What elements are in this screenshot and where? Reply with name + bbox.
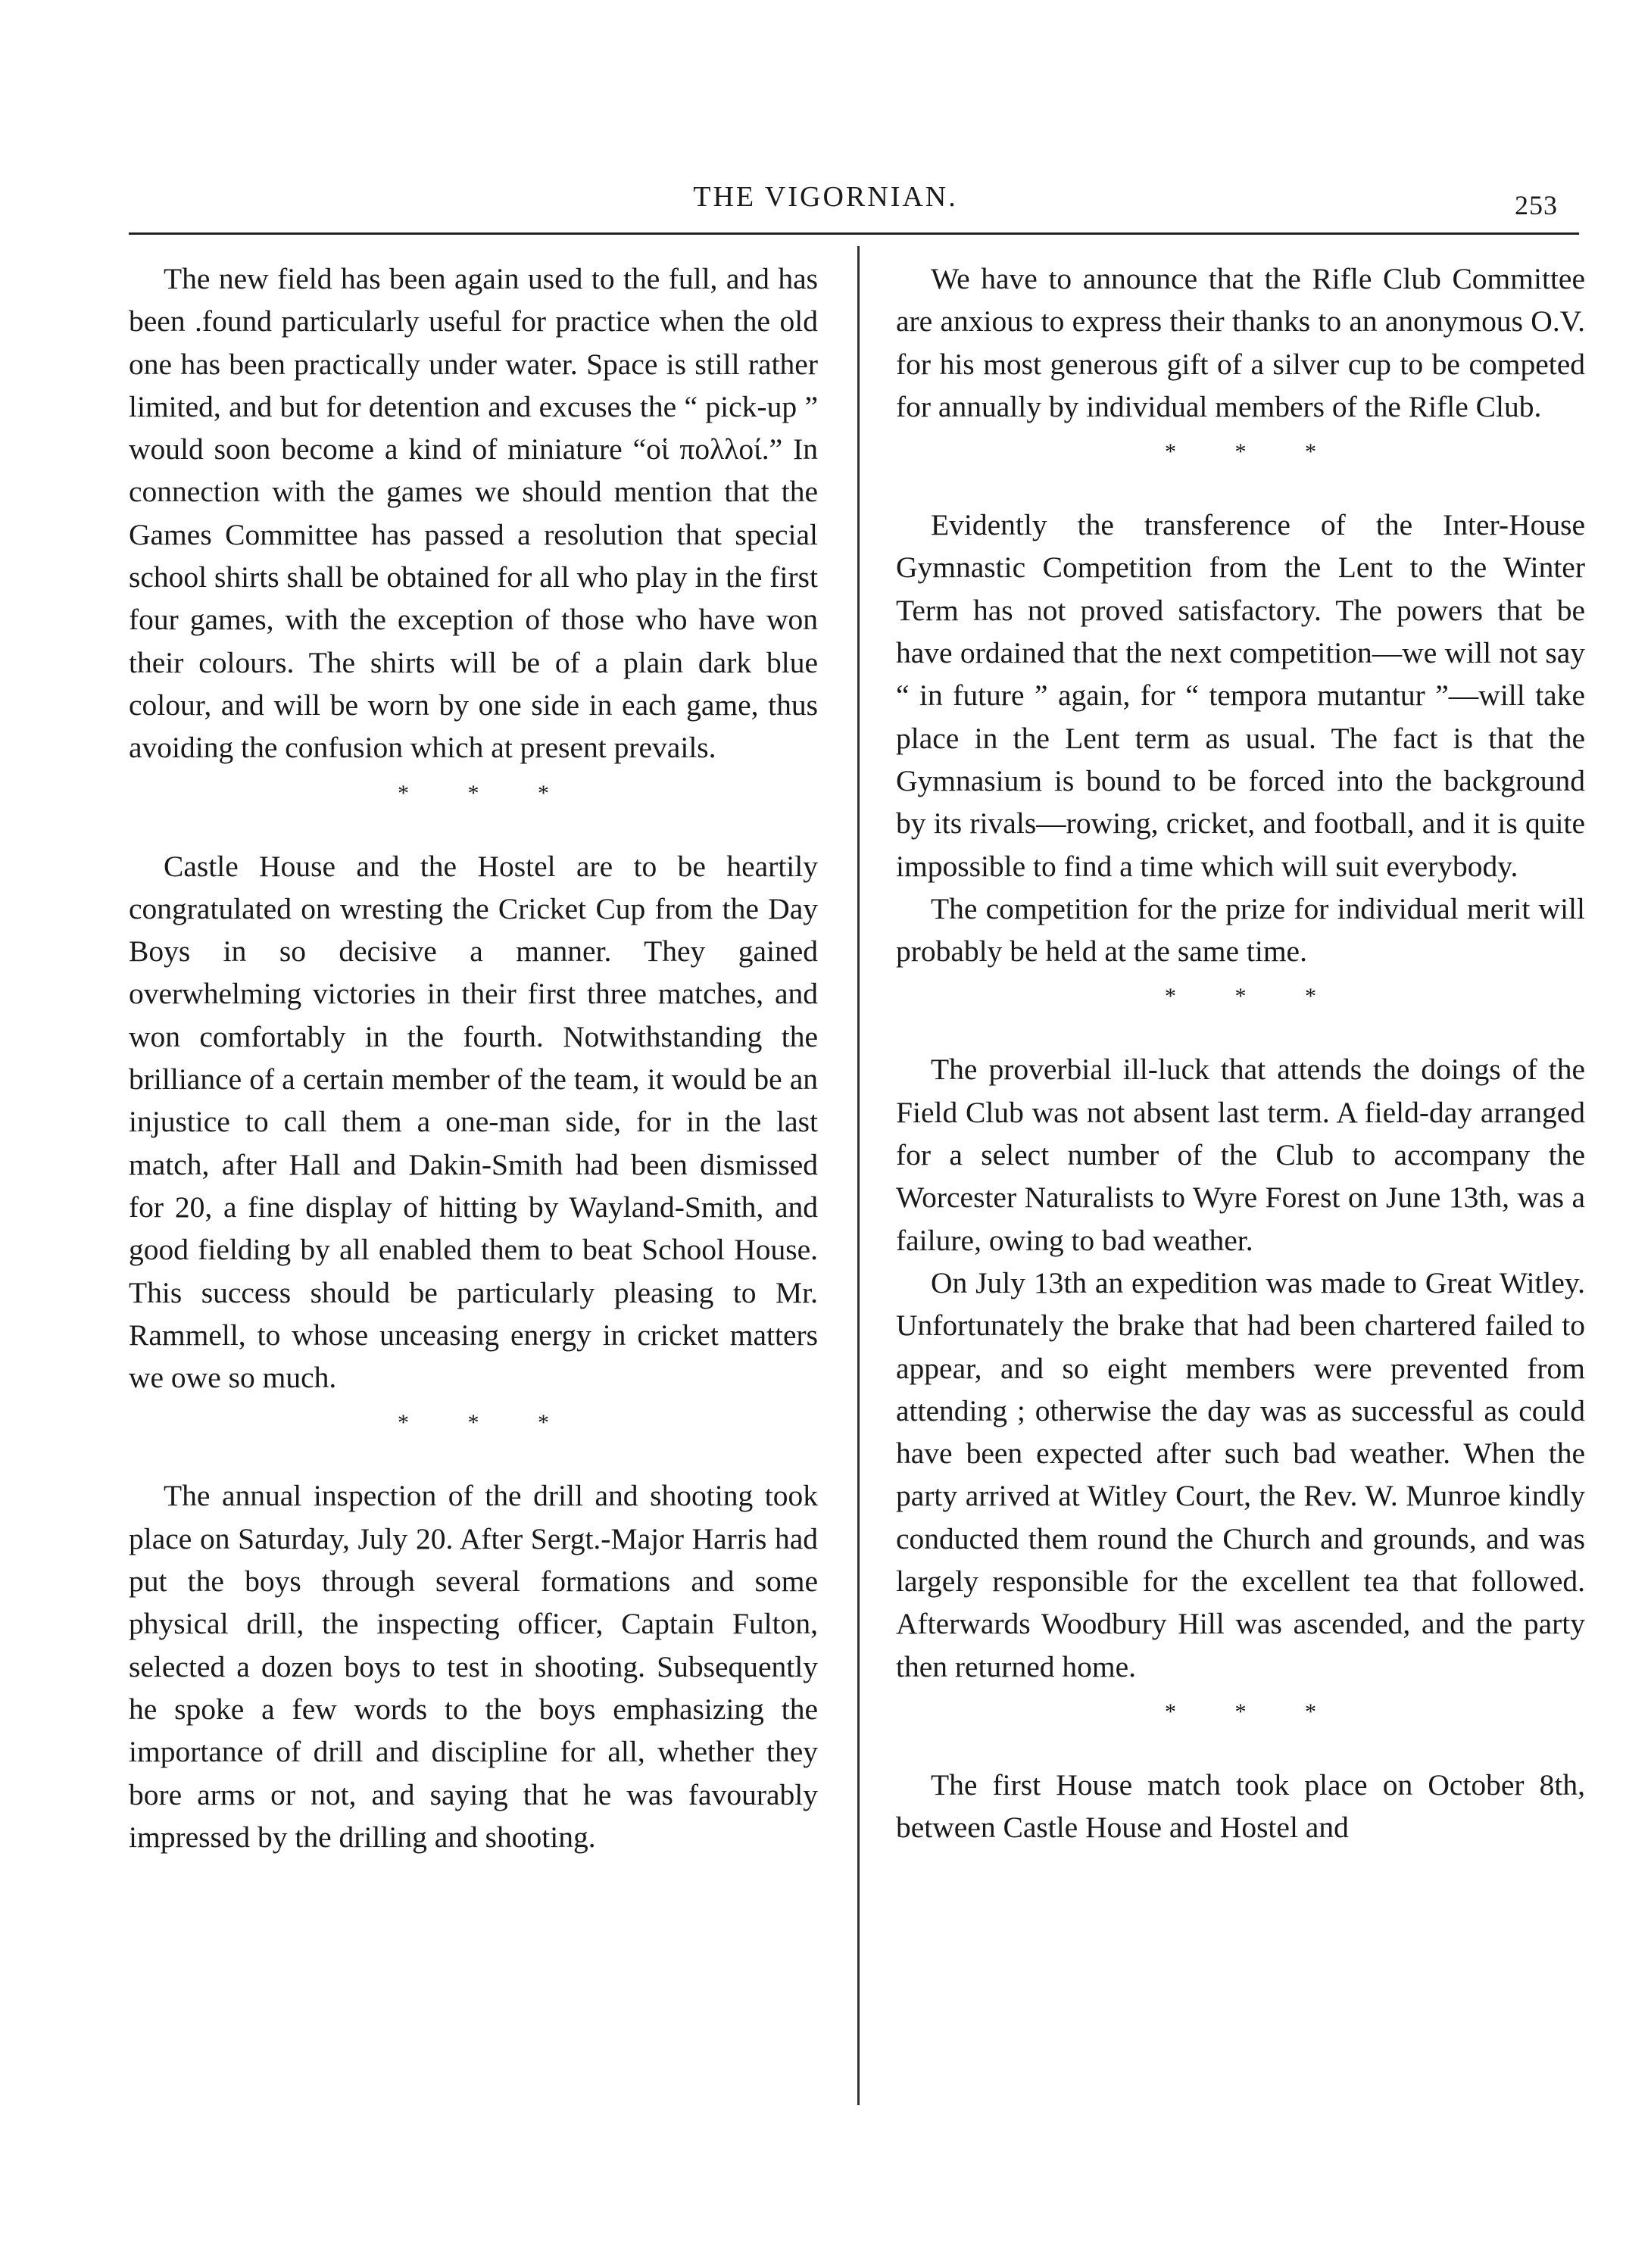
paragraph-cricket-cup: Castle House and the Hostel are to be heartily congratulated on wresting the Cricket Cup from the Day Boys in so decisive a manner. They gained overwhelming victories in their first three matches, and won comfortably in the fourth. Notwithstanding the brilliance of a certain member of the team, it would be an injustice to call them a one-man side, for in the last match, after Hall and Dakin-Smith had been dismissed for 20, a fine display of hitting by Wayland-Smith, and good fielding by all enabled them to beat School House. This success should be particularly pleasing to Mr. Rammell, to whose unceasing energy in cricket matters we owe so much. <box>129 849 818 1395</box>
paragraph-field-club: The proverbial ill-luck that attends the doings of the Field Club was not absent last term. A field-day arranged for a select number of the Club to accompany the Worcester Naturalists to Wyre Forest on June 13th, was a failure, owing to bad weather. <box>896 1053 1585 1257</box>
section-separator: * * * <box>398 780 549 806</box>
section-separator: * * * <box>1165 984 1316 1009</box>
section-separator: * * * <box>1165 439 1316 465</box>
header-rule <box>129 232 1579 235</box>
paragraph-great-witley: On July 13th an expedition was made to Great Witley. Unfortunately the brake that had been chartered failed to appear, and so eight members were prevented from attending ; otherwise the day was as successful as could have been expected after such bad weather. When the party arrived at Witley Court, the Rev. W. Munroe kindly conducted them round the Church and grounds, and was largely responsible for the excellent tea that followed. Afterwards Woodbury Hill was ascended, and the party then returned home. <box>896 1265 1585 1683</box>
running-title: THE VIGORNIAN. <box>693 181 958 213</box>
section-separator: * * * <box>398 1410 549 1436</box>
paragraph-gymnastic-competition: Evidently the transference of the Inter-House Gymnastic Competition from the Lent to the Winter Term has not proved satisfactory. The powers that be have ordained that the next competition—we will not say “ in future ” again, for “ tempora mutantur ”—will take place in the Lent term as usual. The fact is that the Gymnasium is bound to be forced into the background by its rivals—rowing, cricket, and football, and it is quite impossible to find a time which will suit everybody. <box>896 508 1585 883</box>
paragraph-drill-inspection: The annual inspection of the drill and shooting took place on Saturday, July 20. After Sergt.-Major Harris had put the boys through several formations and some physical drill, the inspecting officer, Captain Fulton, selected a dozen boys to test in shooting. Subsequently he spoke a few words to the boys emphasizing the importance of drill and discipline for all, whether they bore arms or not, and saying that he was favourably impressed by the drilling and shooting. <box>129 1479 818 1854</box>
paragraph-rifle-club: We have to announce that the Rifle Club Committee are anxious to express their thanks to an anonymous O.V. for his most generous gift of a silver cup to be competed for annually by individual members of the Rifle Club. <box>896 262 1585 423</box>
page-number: 253 <box>1515 190 1558 220</box>
left-column <box>129 257 818 1858</box>
paragraph-new-field: The new field has been again used to the full, and has been .found particularly useful for practice when the old one has been practically under water. Space is still rather limited, and but for detention and excuses the “ pick-up ” would soon become a kind of miniature “οἱ πολλοί.” In connection with the games we should mention that the Games Committee has passed a resolution that special school shirts shall be obtained for all who play in the first four games, with the exception of those who have won their colours. The shirts will be of a plain dark blue colour, and will be worn by one side in each game, thus avoiding the confusion which at present prevails. <box>129 262 818 765</box>
column-divider <box>857 246 860 2105</box>
section-separator: * * * <box>1165 1699 1316 1724</box>
paragraph-individual-merit: The competition for the prize for individual merit will probably be held at the same time. <box>896 891 1585 969</box>
right-column <box>896 257 1585 1849</box>
paragraph-house-match: The first House match took place on October 8th, between Castle House and Hostel and <box>896 1767 1585 1845</box>
